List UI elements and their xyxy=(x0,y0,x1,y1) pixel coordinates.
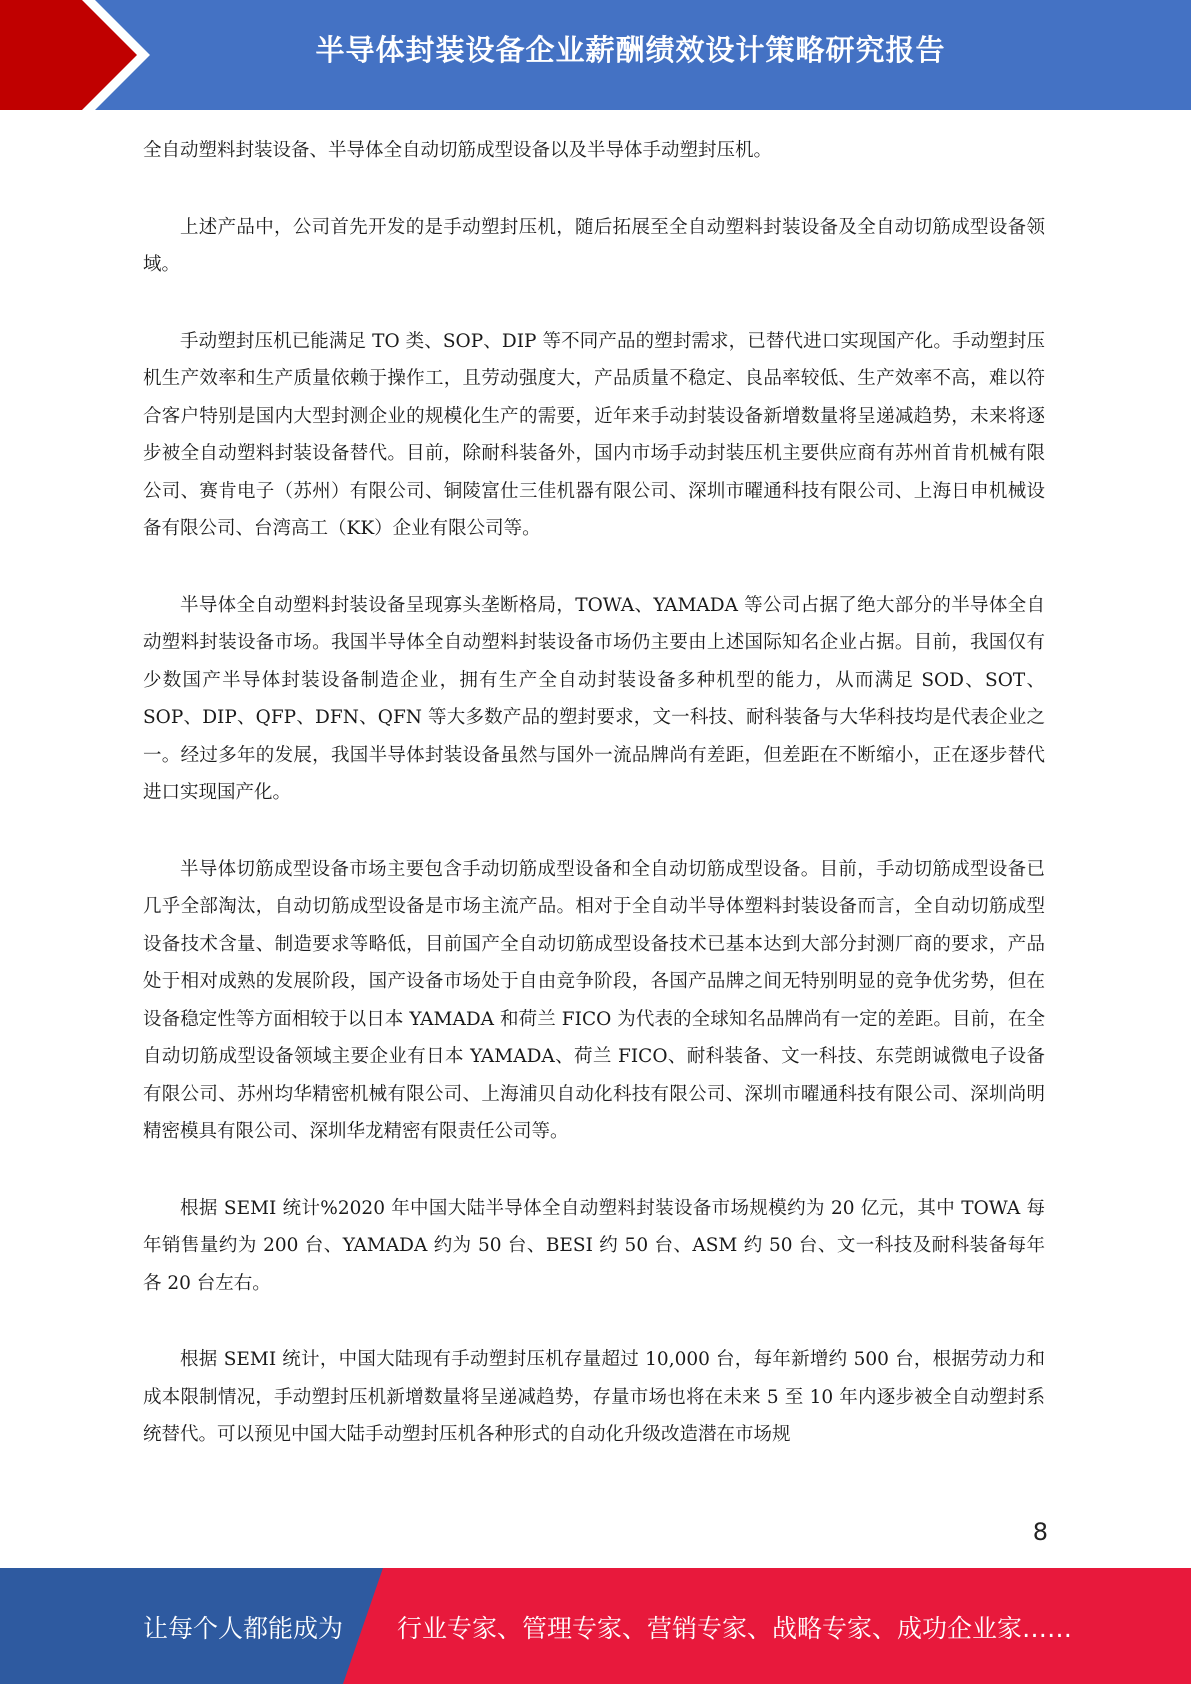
paragraph: 根据 SEMI 统计%2020 年中国大陆半导体全自动塑料封装设备市场规模约为 20 亿元，其中 TOWA 每年销售量约为 200 台、YAMADA 约为 50 台、BESI 约 50 台、ASM 约 50 台、文一科技及耐科装备每年各 20 台左右。 xyxy=(143,1197,1045,1294)
footer-slogan-right: 行业专家、管理专家、营销专家、战略专家、成功企业家…… xyxy=(397,1614,1073,1643)
page-number: 8 xyxy=(1032,1518,1048,1546)
paragraph: 上述产品中，公司首先开发的是手动塑封压机，随后拓展至全自动塑料封装设备及全自动切筋成型设备领域。 xyxy=(143,216,1045,275)
paragraph: 全自动塑料封装设备、半导体全自动切筋成型设备以及半导体手动塑封压机。 xyxy=(143,140,773,161)
page-header xyxy=(0,0,1191,110)
paragraph: 根据 SEMI 统计，中国大陆现有手动塑封压机存量超过 10,000 台，每年新增约 500 台，根据劳动力和成本限制情况，手动塑封压机新增数量将呈递减趋势，存量市场也将在未来 5 至 10 年内逐步被全自动塑封系统替代。可以预见中国大陆手动塑封压机各种形式的自动化升级改造潜在市场规 xyxy=(143,1349,1045,1445)
report-body xyxy=(143,132,1045,1493)
footer-slogan-left: 让每个人都能成为 xyxy=(143,1614,344,1643)
paragraph: 半导体全自动塑料封装设备呈现寡头垄断格局，TOWA、YAMADA 等公司占据了绝大部分的半导体全自动塑料封装设备市场。我国半导体全自动塑料封装设备市场仍主要由上述国际知名企业占据。目前，我国仅有少数国产半导体封装设备制造企业，拥有生产全自动封装设备多种机型的能力，从而满足 SOD、SOT、SOP、DIP、QFP、DFN、QFN 等大多数产品的塑封要求，文一科技、耐科装备与大华科技均是代表企业之一。经过多年的发展，我国半导体封装设备虽然与国外一流品牌尚有差距，但差距在不断缩小，正在逐步替代进口实现国产化。 xyxy=(143,594,1045,803)
paragraph: 手动塑封压机已能满足 TO 类、SOP、DIP 等不同产品的塑封需求，已替代进口实现国产化。手动塑封压机生产效率和生产质量依赖于操作工，且劳动强度大，产品质量不稳定、良品率较低、生产效率不高，难以符合客户特别是国内大型封测企业的规模化生产的需要，近年来手动封装设备新增数量将呈递减趋势，未来将逐步被全自动塑料封装设备替代。目前，除耐科装备外，国内市场手动封装压机主要供应商有苏州首肯机械有限公司、赛肯电子（苏州）有限公司、铜陵富仕三佳机器有限公司、深圳市曜通科技有限公司、上海日申机械设备有限公司、台湾高工（KK）企业有限公司等。 xyxy=(143,330,1045,539)
page-title: 半导体封装设备企业薪酬绩效设计策略研究报告 xyxy=(315,33,946,67)
page-footer xyxy=(0,1568,1191,1684)
paragraph: 半导体切筋成型设备市场主要包含手动切筋成型设备和全自动切筋成型设备。目前，手动切筋成型设备已几乎全部淘汰，自动切筋成型设备是市场主流产品。相对于全自动半导体塑料封装设备而言，全自动切筋成型设备技术含量、制造要求等略低，目前国产全自动切筋成型设备技术已基本达到大部分封测厂商的要求，产品处于相对成熟的发展阶段，国产设备市场处于自由竞争阶段，各国产品牌之间无特别明显的竞争优劣势，但在设备稳定性等方面相较于以日本 YAMADA 和荷兰 FICO 为代表的全球知名品牌尚有一定的差距。目前，在全自动切筋成型设备领域主要企业有日本 YAMADA、荷兰 FICO、耐科装备、文一科技、东莞朗诚微电子设备有限公司、苏州均华精密机械有限公司、上海浦贝自动化科技有限公司、深圳市曜通科技有限公司、深圳尚明精密模具有限公司、深圳华龙精密有限责任公司等。 xyxy=(143,858,1045,1142)
